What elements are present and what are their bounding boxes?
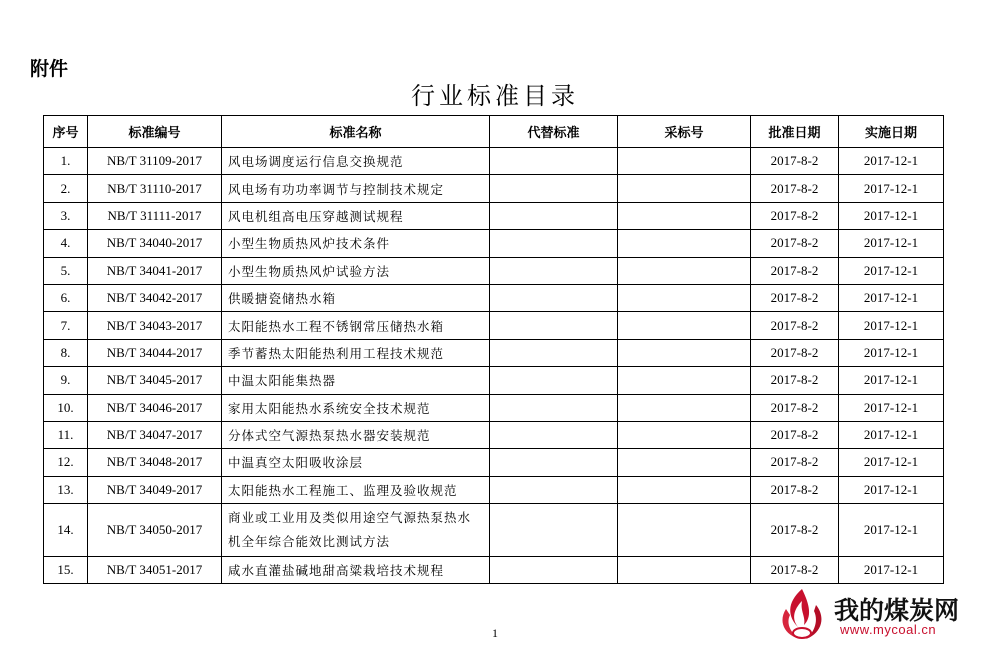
adopted-standard <box>618 202 751 229</box>
adopted-standard <box>618 557 751 584</box>
replaced-standard <box>490 476 618 503</box>
column-header-code: 标准编号 <box>88 116 222 148</box>
effective-date: 2017-12-1 <box>839 421 944 448</box>
row-number: 5. <box>44 257 88 284</box>
effective-date: 2017-12-1 <box>839 284 944 311</box>
row-number: 15. <box>44 557 88 584</box>
column-header-effective: 实施日期 <box>839 116 944 148</box>
approval-date: 2017-8-2 <box>751 312 839 339</box>
standard-code: NB/T 34048-2017 <box>88 449 222 476</box>
adopted-standard <box>618 257 751 284</box>
replaced-standard <box>490 284 618 311</box>
replaced-standard <box>490 367 618 394</box>
effective-date: 2017-12-1 <box>839 367 944 394</box>
standard-code: NB/T 34045-2017 <box>88 367 222 394</box>
standard-name: 分体式空气源热泵热水器安装规范 <box>222 421 490 448</box>
row-number: 2. <box>44 175 88 202</box>
approval-date: 2017-8-2 <box>751 257 839 284</box>
standard-code: NB/T 34043-2017 <box>88 312 222 339</box>
replaced-standard <box>490 421 618 448</box>
adopted-standard <box>618 312 751 339</box>
standard-code: NB/T 34044-2017 <box>88 339 222 366</box>
standard-name: 小型生物质热风炉技术条件 <box>222 230 490 257</box>
table-row <box>44 257 944 284</box>
replaced-standard <box>490 202 618 229</box>
column-header-replaces: 代替标准 <box>490 116 618 148</box>
table-row <box>44 504 944 557</box>
table-row <box>44 148 944 175</box>
approval-date: 2017-8-2 <box>751 504 839 557</box>
approval-date: 2017-8-2 <box>751 202 839 229</box>
row-number: 14. <box>44 504 88 557</box>
replaced-standard <box>490 394 618 421</box>
replaced-standard <box>490 175 618 202</box>
approval-date: 2017-8-2 <box>751 449 839 476</box>
standard-code: NB/T 34050-2017 <box>88 504 222 557</box>
effective-date: 2017-12-1 <box>839 312 944 339</box>
table-row <box>44 339 944 366</box>
row-number: 7. <box>44 312 88 339</box>
table-row <box>44 312 944 339</box>
watermark-brand: 我的煤炭网 <box>834 596 960 625</box>
table-row <box>44 230 944 257</box>
standard-name: 太阳能热水工程施工、监理及验收规范 <box>222 476 490 503</box>
standard-code: NB/T 31111-2017 <box>88 202 222 229</box>
standard-code: NB/T 34049-2017 <box>88 476 222 503</box>
table-row <box>44 394 944 421</box>
table-row <box>44 284 944 311</box>
standard-name: 咸水直灌盐碱地甜高粱栽培技术规程 <box>222 557 490 584</box>
replaced-standard <box>490 230 618 257</box>
standard-name: 风电场调度运行信息交换规范 <box>222 148 490 175</box>
approval-date: 2017-8-2 <box>751 476 839 503</box>
adopted-standard <box>618 421 751 448</box>
effective-date: 2017-12-1 <box>839 257 944 284</box>
adopted-standard <box>618 394 751 421</box>
standard-code: NB/T 34041-2017 <box>88 257 222 284</box>
adopted-standard <box>618 504 751 557</box>
replaced-standard <box>490 449 618 476</box>
standard-name: 小型生物质热风炉试验方法 <box>222 257 490 284</box>
adopted-standard <box>618 230 751 257</box>
table-row <box>44 202 944 229</box>
table-row <box>44 421 944 448</box>
standard-name: 风电机组高电压穿越测试规程 <box>222 202 490 229</box>
effective-date: 2017-12-1 <box>839 175 944 202</box>
approval-date: 2017-8-2 <box>751 367 839 394</box>
column-header-adopted: 采标号 <box>618 116 751 148</box>
table-row <box>44 476 944 503</box>
standard-code: NB/T 34042-2017 <box>88 284 222 311</box>
standard-name: 供暖搪瓷储热水箱 <box>222 284 490 311</box>
row-number: 6. <box>44 284 88 311</box>
adopted-standard <box>618 175 751 202</box>
effective-date: 2017-12-1 <box>839 504 944 557</box>
table-row <box>44 367 944 394</box>
effective-date: 2017-12-1 <box>839 202 944 229</box>
page-number: 1 <box>492 626 498 640</box>
effective-date: 2017-12-1 <box>839 449 944 476</box>
approval-date: 2017-8-2 <box>751 175 839 202</box>
table-header-row <box>44 116 944 148</box>
row-number: 9. <box>44 367 88 394</box>
approval-date: 2017-8-2 <box>751 230 839 257</box>
row-number: 13. <box>44 476 88 503</box>
page-title: 行业标准目录 <box>411 82 579 110</box>
row-number: 12. <box>44 449 88 476</box>
effective-date: 2017-12-1 <box>839 230 944 257</box>
table-row <box>44 557 944 584</box>
standard-code: NB/T 34046-2017 <box>88 394 222 421</box>
standards-table <box>43 115 944 584</box>
adopted-standard <box>618 339 751 366</box>
effective-date: 2017-12-1 <box>839 557 944 584</box>
effective-date: 2017-12-1 <box>839 394 944 421</box>
row-number: 11. <box>44 421 88 448</box>
column-header-no: 序号 <box>44 116 88 148</box>
standard-code: NB/T 34051-2017 <box>88 557 222 584</box>
standard-code: NB/T 31109-2017 <box>88 148 222 175</box>
row-number: 10. <box>44 394 88 421</box>
row-number: 4. <box>44 230 88 257</box>
mycoal-watermark <box>776 587 986 643</box>
flame-logo-icon <box>776 587 828 641</box>
replaced-standard <box>490 557 618 584</box>
row-number: 8. <box>44 339 88 366</box>
table-row <box>44 175 944 202</box>
watermark-url: www.mycoal.cn <box>840 622 937 637</box>
standard-name: 风电场有功功率调节与控制技术规定 <box>222 175 490 202</box>
adopted-standard <box>618 367 751 394</box>
approval-date: 2017-8-2 <box>751 339 839 366</box>
standard-code: NB/T 34047-2017 <box>88 421 222 448</box>
row-number: 1. <box>44 148 88 175</box>
effective-date: 2017-12-1 <box>839 476 944 503</box>
adopted-standard <box>618 284 751 311</box>
attachment-label: 附件 <box>30 58 69 80</box>
table-row <box>44 449 944 476</box>
row-number: 3. <box>44 202 88 229</box>
approval-date: 2017-8-2 <box>751 148 839 175</box>
standard-name: 家用太阳能热水系统安全技术规范 <box>222 394 490 421</box>
standard-code: NB/T 34040-2017 <box>88 230 222 257</box>
column-header-name: 标准名称 <box>222 116 490 148</box>
effective-date: 2017-12-1 <box>839 148 944 175</box>
adopted-standard <box>618 476 751 503</box>
replaced-standard <box>490 148 618 175</box>
replaced-standard <box>490 312 618 339</box>
standard-name: 中温真空太阳吸收涂层 <box>222 449 490 476</box>
standard-name: 季节蓄热太阳能热利用工程技术规范 <box>222 339 490 366</box>
approval-date: 2017-8-2 <box>751 284 839 311</box>
replaced-standard <box>490 339 618 366</box>
standard-name: 太阳能热水工程不锈钢常压储热水箱 <box>222 312 490 339</box>
adopted-standard <box>618 449 751 476</box>
replaced-standard <box>490 257 618 284</box>
column-header-approved: 批准日期 <box>751 116 839 148</box>
approval-date: 2017-8-2 <box>751 557 839 584</box>
approval-date: 2017-8-2 <box>751 421 839 448</box>
standard-name: 商业或工业用及类似用途空气源热泵热水机全年综合能效比测试方法 <box>222 504 490 557</box>
standard-name: 中温太阳能集热器 <box>222 367 490 394</box>
effective-date: 2017-12-1 <box>839 339 944 366</box>
replaced-standard <box>490 504 618 557</box>
standard-code: NB/T 31110-2017 <box>88 175 222 202</box>
approval-date: 2017-8-2 <box>751 394 839 421</box>
adopted-standard <box>618 148 751 175</box>
